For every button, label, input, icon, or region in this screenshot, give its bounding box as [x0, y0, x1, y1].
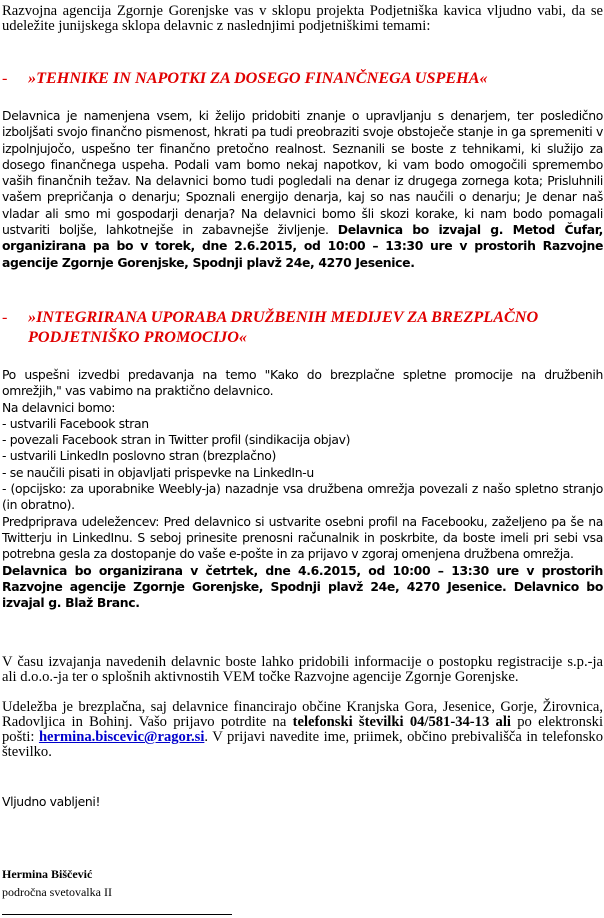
workshop2-body	[2, 367, 603, 611]
signature-role: področna svetovalka II	[2, 885, 112, 899]
workshop2-details	[2, 563, 603, 612]
intro-text: Razvojna agencija Zgornje Gorenjske vas v sklopu projekta Podjetniška kavica vljudno vabi, da se udeležite junijskega sklopa delavnic z naslednjimi podjetniškimi temami:	[2, 3, 603, 34]
closing-greeting: Vljudno vabljeni!	[2, 794, 101, 809]
email-link[interactable]: hermina.biscevic@ragor.si	[38, 729, 205, 745]
registration-paragraph	[2, 700, 603, 760]
bullet-dash: -	[2, 308, 8, 326]
bullet-dash: -	[2, 69, 8, 87]
workshop1-details: Delavnica bo izvajal g. Metod Čufar, organizirana pa bo v torek, dne 2.6.2015, od 10:00 – 13:30 ure v prostorih Razvojne agencije Zgornje Gorenjske, Spodnji plavž 24e, 4270 Jesenice.	[2, 222, 604, 270]
list-item: - se naučili pisati in objavljati prispevke na LinkedIn-u	[2, 464, 314, 480]
info-text: V času izvajanja navedenih delavnic boste lahko pridobili informacije o postopku registracije s.p.-ja ali d.o.o.-ja ter o splošnih aktivnostih VEM točke Razvojne agencije Zgornje Gorenjske.	[2, 654, 603, 685]
workshop2-details-text: Delavnica bo organizirana v četrtek, dne 4.6.2015, od 10:00 – 13:30 ure v prostorih Razvojne agencije Zgornje Gorenjske, Spodnji plavž 24e, 4270 Jesenice. Delavnico bo izvajal g. Blaž Branc.	[2, 562, 603, 611]
workshop2-list	[2, 416, 603, 514]
list-item: - (opcijsko: za uporabnike Weebly-ja) nazadnje vsa družbena omrežja povezali z našo spletno stranjo (in obratno).	[2, 481, 603, 513]
workshop2-preparation: Predpriprava udeležencev: Pred delavnico si ustvarite osebni profil na Facebooku, zaželjeno pa še na Twitterju in LinkedInu. S seboj prinesite prenosni računalnik in poskrbite, da boste imeli pri sebi vsa potrebna gesla za dostopanje do vaše e-pošte in za prijavo v zgoraj omenjena družbena omrežja.	[2, 513, 603, 562]
workshop1-description-text: Delavnica je namenjena vsem, ki želijo pridobiti znanje o upravljanju s denarjem, ter posledično izboljšati svojo finančno pismenost, hkrati pa tudi preobraziti svoje obstoječe stanje in ga spremeniti v izpolnjujočo, uspešno ter finančno pretočno realnost. Seznanili se boste z tehnikami, ki služijo za dosego finančnega uspeha. Podali vam bomo nekaj napotkov, ki vam bodo omogočili spremembo vaših finančnih težav. Na delavnici bomo tudi pogledali na denar iz drugega zornega kota; Prisluhnili vašem prepričanja o denarju; Spoznali energijo denarja, kaj so nas naučili o denarju; Je denar naš vladar ali smo mi gospodarji denarja? Na delavnici bomo šli skozi korake, ki nam bodo pomagali ustvariti boljše, lahkotnejše in zabavnejše življenje.	[2, 108, 603, 238]
workshop2-heading	[2, 307, 603, 347]
registration-text-before: Udeležba je brezplačna, saj delavnice financirajo občine Kranjska Gora, Jesenice, Gorje, Žirovnica, Radovljica in Bohinj. Vašo prijavo potrdite na	[2, 699, 603, 730]
list-item: - povezali Facebook stran in Twitter profil (sindikacija objav)	[2, 432, 351, 448]
workshop1-heading	[2, 68, 603, 88]
workshop1-title: »TEHNIKE IN NAPOTKI ZA DOSEGO FINANČNEGA USPEHA«	[28, 69, 488, 87]
list-item: - ustvarili Facebook stran	[2, 415, 149, 431]
intro-paragraph	[2, 4, 603, 34]
workshop1-description	[2, 108, 603, 271]
list-item: - ustvarili LinkedIn poslovno stran (brezplačno)	[2, 448, 276, 464]
signature-name: Hermina Biščević	[2, 867, 93, 881]
workshop2-intro: Po uspešni izvedbi predavanja na temo "Kako do brezplačne spletne promocije na družbenih omrežjih," vas vabimo na praktično delavnico.	[2, 367, 603, 399]
registration-phone: telefonski številki 04/581-34-13 ali	[292, 714, 511, 730]
info-paragraph	[2, 655, 603, 685]
signature-line	[2, 914, 232, 915]
registration-text-after: . V prijavi navedite ime, priimek, občino prebivališča in telefonsko številko.	[2, 729, 603, 760]
registration-text-mid: po elektronski pošti:	[2, 714, 603, 745]
workshop2-list-heading: Na delavnici bomo:	[2, 399, 116, 415]
workshop2-title: »INTEGRIRANA UPORABA DRUŽBENIH MEDIJEV ZA BREZPLAČNO PODJETNIŠKO PROMOCIJO«	[28, 308, 539, 346]
